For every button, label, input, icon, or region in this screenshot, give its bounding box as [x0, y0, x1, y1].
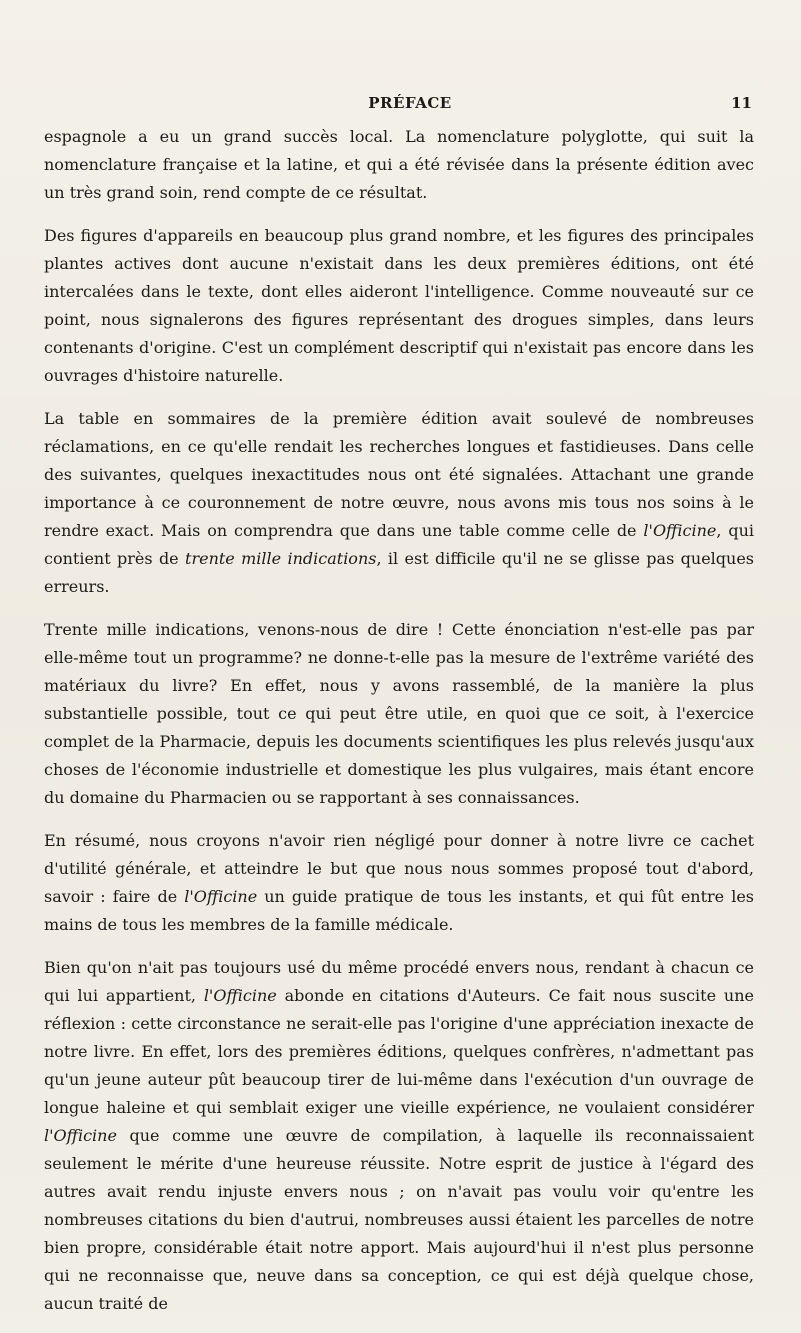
paragraph-text: Des figures d'appareils en beaucoup plus grand nombre, et les figures des principales plantes actives dont aucune n'existait dans les deux premières éditions, ont été intercalées dans le texte, dont elles aideront l'intelligence. Comme nouveauté sur ce point, nous signalerons des figures représentant des drogues simples, dans leurs contenants d'origine. C'est un complément descriptif qui n'existait pas encore dans les ouvrages d'histoire naturelle.: [44, 226, 754, 385]
italic-text: l'Officine: [643, 521, 717, 540]
paragraph-text: , il est difficile qu'il ne se glisse pas quelques erreurs.: [44, 549, 755, 596]
paragraph-text: que comme une œuvre de compilation, à laquelle ils reconnaissaient seulement le mérite d'une heureuse réussite. Notre esprit de justice à l'égard des autres avait rendu injuste envers nous ; on n'avait pas voulu voir qu'entre les nombreuses citations du bien d'autrui, nombreuses aussi étaient les parcelles de notre bien propre, considérable était notre apport. Mais aujourd'hui il n'est plus personne qui ne reconnaisse que, neuve dans sa conception, ce qui est déjà quelque chose, aucun traité de: [44, 1126, 754, 1313]
paragraph-text: espagnole a eu un grand succès local. La nomenclature polyglotte, qui suit la nomenclature française et la latine, et qui a été révisée dans la présente édition avec un très grand soin, rend compte de ce résultat.: [44, 127, 754, 202]
paragraph-text: un guide pratique de tous les instants, et qui fût entre les mains de tous les membres de la famille médicale.: [44, 887, 755, 934]
body-text: [44, 123, 754, 1333]
italic-text: l'Officine: [44, 1126, 117, 1145]
paragraph-text: Bien qu'on n'ait pas toujours usé du même procédé envers nous, rendant à chacun ce qui lui appartient,: [44, 958, 754, 1005]
paragraph: [44, 222, 754, 390]
italic-text: l'Officine: [184, 887, 258, 906]
paragraph: [44, 616, 754, 812]
paragraph-text: , qui contient près de: [44, 521, 754, 568]
paragraph-text: abonde en citations d'Auteurs. Ce fait nous suscite une réflexion : cette circonstance ne serait-elle pas l'origine d'une appréciation inexacte de notre livre. En effet, lors des premières éditions, quelques confrères, n'admettant pas qu'un jeune auteur pût beaucoup tirer de lui-même dans l'exécution d'un ouvrage de longue haleine et qui semblait exiger une vieille expérience, ne voulaient considérer: [44, 986, 754, 1117]
paragraph-text: En résumé, nous croyons n'avoir rien négligé pour donner à notre livre ce cachet d'utilité générale, et atteindre le but que nous nous sommes proposé tout d'abord, savoir : faire de: [44, 831, 754, 906]
paragraph: [44, 405, 754, 601]
running-head: [60, 94, 760, 118]
paragraph-text: Trente mille indications, venons-nous de dire ! Cette énonciation n'est-elle pas par elle-même tout un programme? ne donne-t-elle pas la mesure de l'extrême variété des matériaux du livre? En effet, nous y avons rassemblé, de la manière la plus substantielle possible, tout ce qui peut être utile, en quoi que ce soit, à l'exercice complet de la Pharmacie, depuis les documents scientifiques les plus relevés jusqu'aux choses de l'économie industrielle et domestique les plus vulgaires, mais étant encore du domaine du Pharmacien ou se rapportant à ses connaissances.: [44, 620, 754, 807]
page-number: 11: [731, 94, 752, 112]
paragraph: [44, 123, 754, 207]
paragraph: [44, 827, 754, 939]
paragraph: [44, 954, 754, 1318]
italic-text: l'Officine: [203, 986, 277, 1005]
running-head-title: PRÉFACE: [368, 94, 452, 112]
italic-text: trente mille indications: [185, 549, 377, 568]
paragraph-text: La table en sommaires de la première édition avait soulevé de nombreuses réclamations, en ce qu'elle rendait les recherches longues et fastidieuses. Dans celle des suivantes, quelques inexactitudes nous ont été signalées. Attachant une grande importance à ce couronnement de notre œuvre, nous avons mis tous nos soins à le rendre exact. Mais on comprendra que dans une table comme celle de: [44, 409, 754, 540]
